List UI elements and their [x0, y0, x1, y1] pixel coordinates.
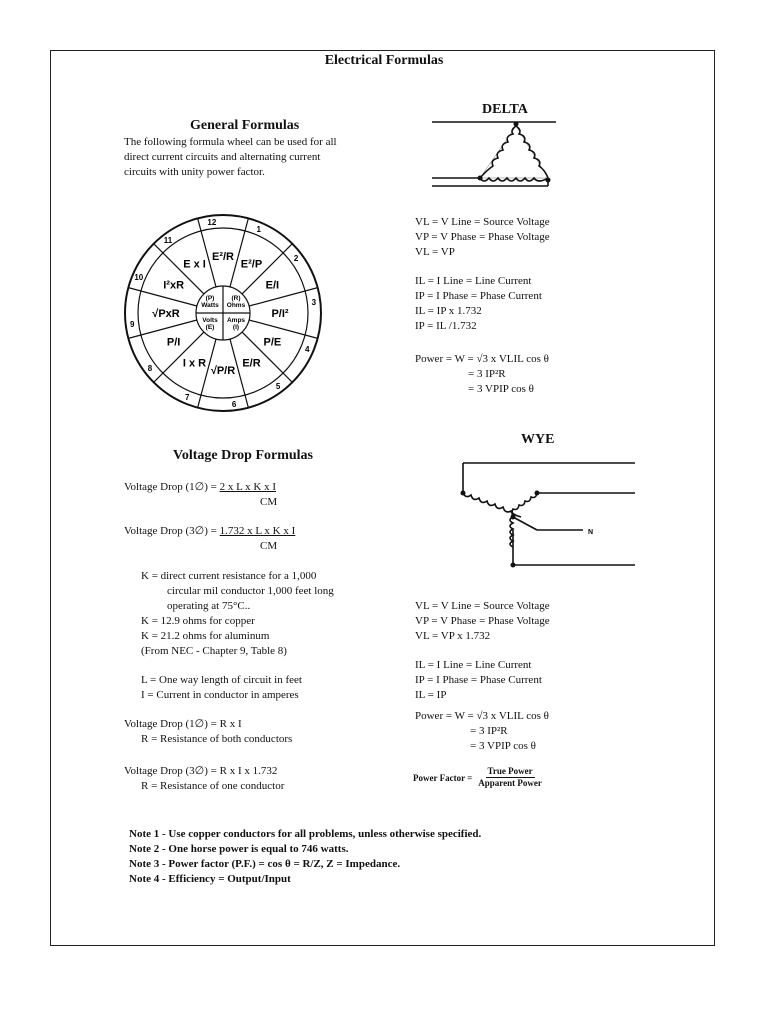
k-line: circular mil conductor 1,000 feet long [167, 585, 334, 597]
wheel-formula: √PxR [152, 308, 180, 320]
vdrop-formula-1 [124, 480, 277, 510]
formula-numerator: 2 x L x K x I [219, 481, 277, 493]
formula-note: R = Resistance of one conductor [141, 780, 285, 792]
pf-fraction [478, 766, 542, 789]
delta-voltage-block [415, 215, 550, 260]
wye-diagram [455, 455, 640, 575]
delta-heading: DELTA [482, 102, 528, 117]
wye-voltage-block [415, 599, 550, 644]
l-definition [141, 673, 302, 703]
wye-line: IL = IP [415, 689, 447, 701]
note-line: Note 3 - Power factor (P.F.) = cos θ = R/Z, Z = Impedance. [129, 858, 401, 870]
k-line: (From NEC - Chapter 9, Table 8) [141, 645, 287, 657]
vdrop-formula-2 [124, 524, 295, 554]
delta-line: IP = IL /1.732 [415, 320, 477, 332]
intro-line: circuits with unity power factor. [124, 166, 265, 178]
wheel-formula: E²/R [212, 251, 234, 263]
wheel-number: 2 [293, 253, 299, 263]
wheel-number: 6 [231, 399, 237, 409]
wheel-number: 8 [147, 364, 153, 374]
power-factor-formula [413, 766, 542, 789]
delta-power: = 3 IP²R [468, 368, 506, 380]
wheel-formula: E/R [242, 357, 261, 370]
wheel-formula: E x I [183, 258, 206, 271]
volts-label: Volts (E) [202, 317, 218, 331]
delta-power: = 3 VPIP cos θ [468, 383, 534, 395]
vdrop-formula-4 [124, 764, 284, 794]
neutral-label: N [588, 529, 594, 536]
general-heading: General Formulas [190, 118, 300, 133]
wye-line: IL = I Line = Line Current [415, 659, 532, 671]
delta-line: IP = I Phase = Phase Current [415, 290, 542, 302]
wheel-number: 4 [304, 344, 310, 354]
wye-power: Power = W = √3 x VLIL cos θ [415, 710, 549, 722]
formula-numerator: 1.732 x L x K x I [219, 525, 296, 537]
formula-denominator: CM [260, 540, 278, 552]
wye-power-block [415, 709, 549, 754]
wheel-number: 3 [311, 297, 317, 307]
k-line: operating at 75°C.. [167, 600, 251, 612]
formula-label: Voltage Drop (3∅) = [124, 525, 220, 537]
wheel-formula: √P/R [210, 365, 236, 377]
wye-line: IP = I Phase = Phase Current [415, 674, 542, 686]
page-title: Electrical Formulas [324, 53, 444, 68]
watts-label: (P) Watts [201, 295, 219, 309]
wye-line: VL = V Line = Source Voltage [415, 600, 550, 612]
formula-note: R = Resistance of both conductors [141, 733, 293, 745]
wheel-number: 12 [207, 218, 217, 228]
ohms-label: (R) Ohms [226, 295, 246, 309]
wheel-formula: I x R [182, 357, 207, 370]
delta-diagram [428, 118, 568, 198]
general-intro [124, 135, 337, 180]
wheel-number: 7 [185, 393, 190, 403]
wye-line: VL = VP x 1.732 [415, 630, 491, 642]
wye-power: = 3 IP²R [470, 725, 508, 737]
wheel-formula: E/I [265, 279, 280, 292]
k-definition [141, 569, 334, 659]
delta-line: IL = IP x 1.732 [415, 305, 482, 317]
pf-label: Power Factor = [413, 772, 473, 783]
k-line: K = 21.2 ohms for aluminum [141, 630, 270, 642]
note-line: Note 1 - Use copper conductors for all problems, unless otherwise specified. [129, 828, 482, 840]
wye-line: VP = V Phase = Phase Voltage [415, 615, 550, 627]
notes [129, 827, 481, 887]
pf-denominator: Apparent Power [478, 778, 542, 788]
wheel-number: 5 [275, 382, 281, 392]
amps-label: Amps (I) [226, 317, 246, 331]
intro-line: The following formula wheel can be used for all [124, 136, 337, 148]
delta-power-block [415, 352, 549, 397]
delta-current-block [415, 274, 542, 334]
wye-current-block [415, 658, 542, 703]
wheel-number: 9 [129, 320, 135, 330]
wheel-formula: P/I² [271, 308, 289, 320]
formula-denominator: CM [260, 496, 278, 508]
wheel-number: 10 [134, 273, 144, 283]
note-line: Note 2 - One horse power is equal to 746 watts. [129, 843, 349, 855]
delta-line: VP = V Phase = Phase Voltage [415, 231, 550, 243]
formula-wheel [118, 208, 328, 418]
pf-numerator: True Power [487, 766, 533, 776]
note-line: Note 4 - Efficiency = Output/Input [129, 873, 291, 885]
wheel-number: 1 [256, 224, 261, 234]
delta-line: VL = V Line = Source Voltage [415, 216, 550, 228]
delta-power: Power = W = √3 x VLIL cos θ [415, 353, 549, 365]
k-line: K = 12.9 ohms for copper [141, 615, 255, 627]
delta-line: VL = VP [415, 246, 455, 258]
vdrop-heading: Voltage Drop Formulas [173, 448, 313, 463]
wheel-formula: P/I [166, 336, 181, 349]
k-line: K = direct current resistance for a 1,000 [141, 570, 317, 582]
formula-text: Voltage Drop (1∅) = R x I [124, 718, 242, 730]
vdrop-formula-3 [124, 717, 292, 747]
wheel-number: 11 [163, 235, 173, 245]
l-line: L = One way length of circuit in feet [141, 674, 302, 686]
intro-line: direct current circuits and alternating current [124, 151, 321, 163]
wheel-formula: E²/P [240, 258, 263, 271]
formula-text: Voltage Drop (3∅) = R x I x 1.732 [124, 765, 278, 777]
wheel-formula: I²xR [163, 279, 185, 292]
wheel-formula: P/E [263, 336, 282, 349]
wye-heading: WYE [521, 432, 555, 447]
wye-power: = 3 VPIP cos θ [470, 740, 536, 752]
l-line: I = Current in conductor in amperes [141, 689, 299, 701]
delta-line: IL = I Line = Line Current [415, 275, 532, 287]
formula-label: Voltage Drop (1∅) = [124, 481, 220, 493]
